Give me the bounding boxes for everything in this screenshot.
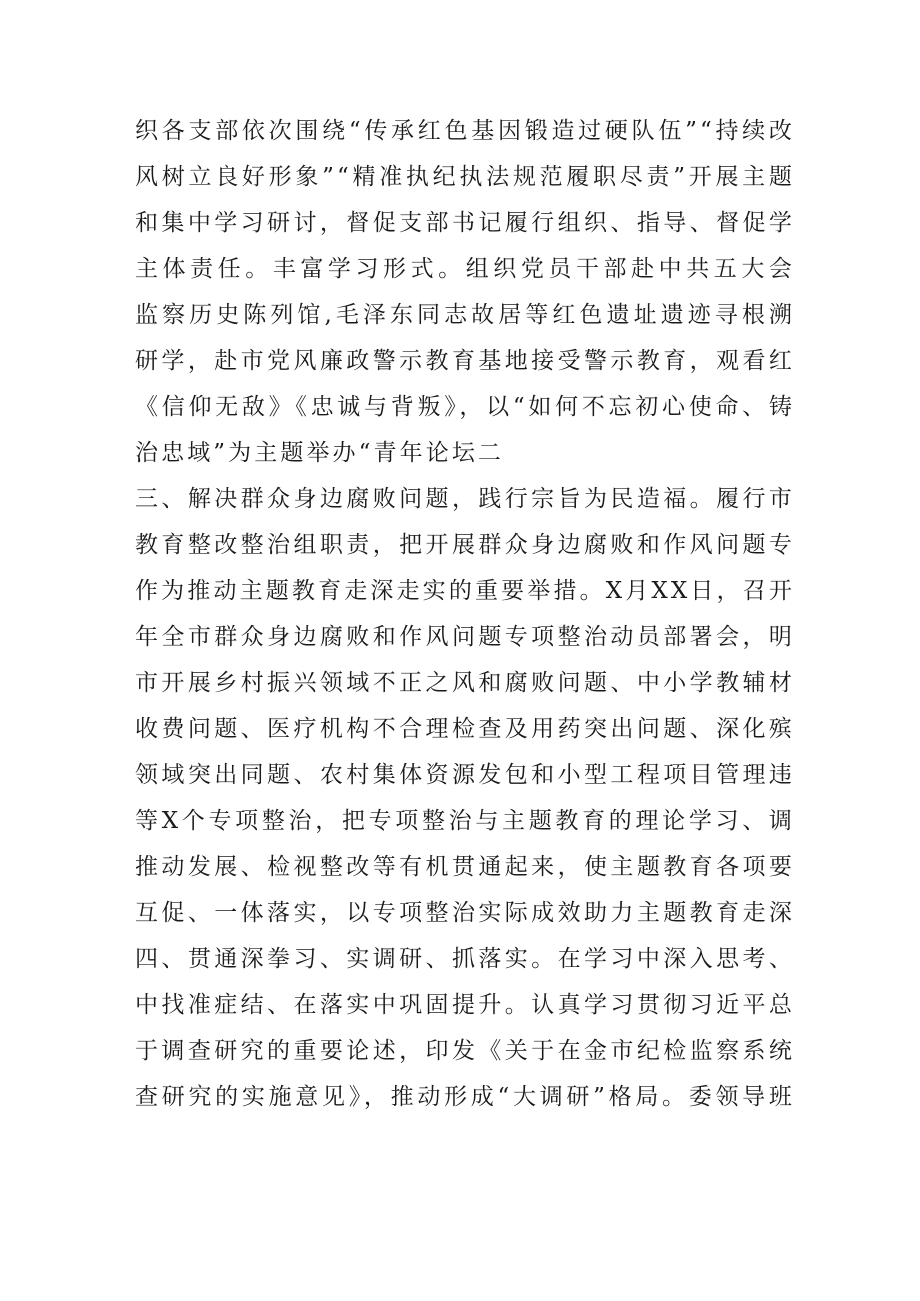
text-line: 互促、一体落实，以专项整治实际成效助力主题教育走深 <box>135 900 795 926</box>
section-heading-line: 四、贯通深拳习、实调研、抓落实。在学习中深入思考、 <box>135 946 795 972</box>
text-line: 于调查研究的重要论述，印发《关于在金市纪检监察系统 <box>135 1038 795 1064</box>
text-line: 作为推动主题教育走深走实的重要举措。X月XX日，召开 <box>135 578 795 604</box>
text-line: 收费问题、医疗机构不合理检查及用药突出问题、深化殡 <box>135 716 795 742</box>
text-line: 主体责任。丰富学习形式。组织党员干部赴中共五大会 <box>135 256 795 282</box>
text-line: 查研究的实施意见》，推动形成“大调研”格局。委领导班 <box>135 1084 795 1110</box>
text-line: 推动发展、检视整改等有机贯通起来，使主题教育各项要 <box>135 854 795 880</box>
text-line: 年全市群众身边腐败和作风问题专项整治动员部署会，明 <box>135 624 795 650</box>
text-line: 监察历史陈列馆,毛泽东同志故居等红色遗址遗迹寻根溯 <box>135 302 795 328</box>
text-line: 领域突出同题、农村集体资源发包和小型工程项目管理违 <box>135 762 795 788</box>
text-line: 研学，赴市党风廉政警示教育基地接受警示教育，观看红 <box>135 348 795 374</box>
text-line: 织各支部依次围绕“传承红色基因锻造过硬队伍”“持续改 <box>135 118 795 144</box>
text-line: 等X个专项整治，把专项整治与主题教育的理论学习、调 <box>135 808 795 834</box>
text-line: 治忠域”为主题举办“青年论坛二 <box>135 440 505 466</box>
text-line: 和集中学习研讨，督促支部书记履行组织、指导、督促学 <box>135 210 795 236</box>
text-line: 《信仰无敌》《忠诚与背叛》，以“如何不忘初心使命、铸 <box>135 394 795 420</box>
text-line: 市开展乡村振兴领域不正之风和腐败问题、中小学教辅材 <box>135 670 795 696</box>
document-body <box>135 108 795 1120</box>
text-line: 风树立良好形象”“精准执纪执法规范履职尽责”开展主题 <box>135 164 795 190</box>
text-line: 教育整改整治组职责，把开展群众身边腐败和作风问题专 <box>135 532 795 558</box>
text-line: 中找准症结、在落实中巩固提升。认真学习贯彻习近平总 <box>135 992 795 1018</box>
section-heading-line: 三、解决群众身边腐败问题，践行宗旨为民造福。履行市 <box>135 486 795 512</box>
